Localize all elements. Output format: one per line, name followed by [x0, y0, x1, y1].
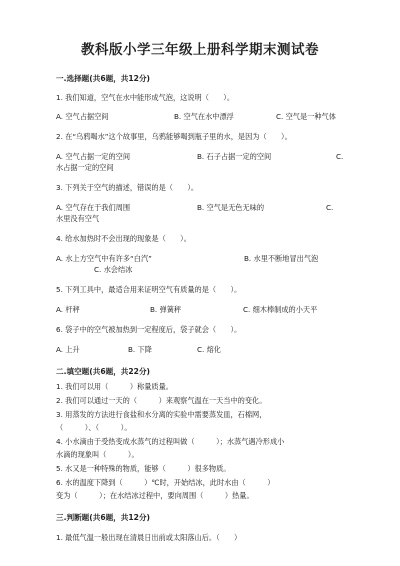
fill-question: 1. 我们可以用（ ）称量质量。 — [56, 382, 173, 391]
judge-question: 1. 最低气温一般出现在清晨日出前或太阳落山后。（ ） — [56, 533, 242, 542]
option-c: C. — [326, 203, 334, 212]
option-a: A. 水上方空气中有许多“白汽” — [56, 254, 152, 263]
question-stem: 5. 下列工具中，最适合用来证明空气有质量的是（ ）。 — [56, 285, 242, 294]
question-stem: 1. 我们知道，空气在水中能形成气泡，这说明（ ）。 — [56, 93, 235, 102]
fill-question-cont: 变为（ ）；在水结冰过程中，要向周围（ ）热量。 — [56, 491, 254, 500]
option-c-text: 水占据一定的空间 — [56, 163, 114, 172]
option-b: B. 下降 — [128, 345, 152, 354]
option-a: A. 空气占据空间 — [56, 112, 109, 121]
section-heading-choice: 一.选择题(共6题，共12分) — [56, 74, 151, 83]
fill-question: 5. 水又是一种特殊的物质，能够（ ）很多物质。 — [56, 464, 231, 473]
option-a: A. 空气占据一定的空间 — [56, 152, 131, 161]
option-b: B. 弹簧秤 — [150, 305, 182, 314]
option-c: C. 细木棒制成的小天平 — [243, 305, 318, 314]
question-stem: 4. 给水加热时不会出现的现象是（ ）。 — [56, 234, 191, 243]
fill-question-cont: 水滴的现象叫（ ）。 — [56, 450, 139, 459]
fill-question-cont: （ ）、（ ）。 — [56, 423, 132, 432]
section-heading-judge: 三.判断题(共6题，共12分) — [56, 513, 151, 522]
option-c: C. — [336, 152, 344, 161]
option-c: C. 水会结冰 — [94, 265, 133, 274]
option-a: A. 上升 — [56, 345, 80, 354]
question-stem: 6. 袋子中的空气被加热到一定程度后，袋子就会（ ）。 — [56, 325, 242, 334]
option-b: B. 空气是无色无味的 — [197, 203, 265, 212]
fill-question: 6. 水的温度下降到（ ）℃时，开始结冰，此时水由（ ） — [56, 478, 275, 487]
fill-question: 4. 小水滴由于受热变成水蒸气的过程叫做（ ）；水蒸气遇冷形成小 — [56, 437, 285, 446]
section-heading-fill: 二.填空题(共6题，共22分) — [56, 367, 151, 376]
option-a: A. 空气存在于我们周围 — [56, 203, 131, 212]
fill-question: 3. 用蒸发的方法进行食盐和水分离的实验中需要蒸发皿，石棉网， — [56, 410, 267, 419]
option-c: C. 空气是一种气体 — [276, 112, 336, 121]
option-c: C. 熔化 — [197, 345, 221, 354]
page-title: 教科版小学三年级上册科学期末测试卷 — [81, 42, 319, 58]
option-a: A. 杆秤 — [56, 305, 80, 314]
option-b: B. 水里不断地冒出气泡 — [244, 254, 319, 263]
option-b: B. 石子占据一定的空间 — [197, 152, 272, 161]
question-stem: 3. 下列关于空气的描述，错误的是（ ）。 — [56, 183, 199, 192]
option-b: B. 空气在水中漂浮 — [174, 112, 234, 121]
option-c-text: 水里没有空气 — [56, 214, 100, 223]
fill-question: 2. 我们可以通过一天的（ ）来观察气温在一天当中的变化。 — [56, 396, 267, 405]
question-stem: 2. 在“乌鸦喝水”这个故事里，乌鸦能够喝到瓶子里的水，是因为（ ）。 — [56, 132, 292, 141]
